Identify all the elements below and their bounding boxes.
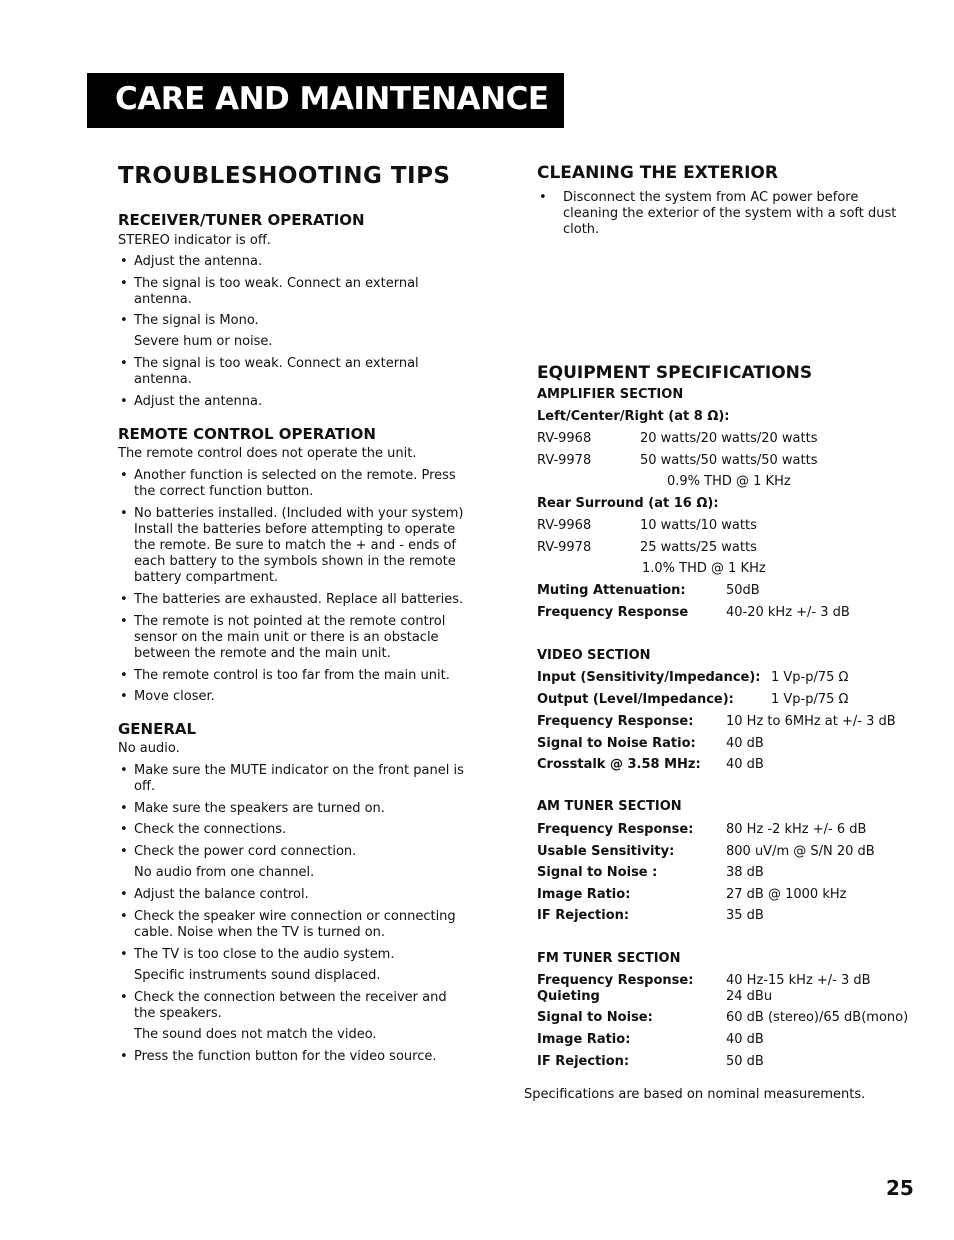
remote-list-5 (118, 668, 488, 684)
fm-sn-row (537, 1010, 909, 1025)
amp-muting-label: Muting Attenuation: (537, 583, 686, 598)
video-input-row (537, 670, 849, 685)
general-bullet-3: • Check the connections. (118, 822, 488, 838)
specs-footnote: Specifications are based on nominal measurements. (524, 1087, 866, 1102)
section-banner (87, 73, 564, 128)
general-bullet-5: • Adjust the balance control. (118, 887, 488, 903)
remote-bullet-1: • Another function is selected on the remote. Press the correct function button. (118, 468, 478, 500)
video-freq-value: 10 Hz to 6MHz at +/- 3 dB (726, 714, 896, 729)
receiver-list-1 (118, 254, 488, 270)
am-sens-label: Usable Sensitivity: (537, 844, 675, 859)
page-number: 25 (886, 1176, 914, 1200)
video-crosstalk-label: Crosstalk @ 3.58 MHz: (537, 757, 701, 772)
video-input-value: 1 Vp-p/75 Ω (771, 670, 849, 685)
video-snr-label: Signal to Noise Ratio: (537, 736, 696, 751)
fm-img-row (537, 1032, 764, 1047)
amp-freq-label: Frequency Response (537, 605, 689, 620)
remote-bullet-6: • Move closer. (118, 689, 488, 705)
receiver-heading: RECEIVER/TUNER OPERATION (118, 211, 365, 229)
receiver-bullet-1: • Adjust the antenna. (118, 254, 488, 270)
video-output-row (537, 692, 849, 707)
general-list-9 (118, 1049, 488, 1065)
remote-heading: REMOTE CONTROL OPERATION (118, 425, 376, 443)
general-bullet-1: • Make sure the MUTE indicator on the front panel is off. (118, 763, 478, 795)
amp-thd-1: 0.9% THD @ 1 KHz (667, 474, 791, 489)
receiver-list-3 (118, 313, 488, 329)
am-freq-label: Frequency Response: (537, 822, 694, 837)
amp-rear-label: Rear Surround (at 16 Ω): (537, 496, 719, 511)
am-freq-row (537, 822, 867, 837)
am-sens-row (537, 844, 875, 859)
am-heading: AM TUNER SECTION (537, 799, 682, 814)
general-list-8 (118, 990, 468, 1022)
general-list-7 (118, 947, 488, 963)
amp-heading: AMPLIFIER SECTION (537, 387, 684, 402)
video-crosstalk-row (537, 757, 764, 772)
general-list-1 (118, 763, 478, 795)
video-output-value: 1 Vp-p/75 Ω (771, 692, 849, 707)
remote-bullet-5: • The remote control is too far from the main unit. (118, 668, 488, 684)
amp-freq-value: 40-20 kHz +/- 3 dB (726, 605, 850, 620)
video-snr-value: 40 dB (726, 736, 764, 751)
fm-heading: FM TUNER SECTION (537, 951, 681, 966)
amp-value-4: 25 watts/25 watts (640, 540, 757, 555)
video-freq-row (537, 714, 896, 729)
fm-if-label: IF Rejection: (537, 1054, 630, 1069)
receiver-bullet-4: • The signal is too weak. Connect an external antenna. (118, 356, 438, 388)
fm-sn-label: Signal to Noise: (537, 1010, 653, 1025)
fm-if-row (537, 1054, 764, 1069)
receiver-bullet-5: • Adjust the antenna. (118, 394, 488, 410)
amp-freq-row (537, 605, 850, 620)
banner-title: CARE AND MAINTENANCE (115, 81, 549, 117)
amp-row-2 (537, 453, 818, 468)
receiver-symptom-2: Severe hum or noise. (134, 334, 273, 349)
general-bullet-8: • Check the connection between the receiver and the speakers. (118, 990, 468, 1022)
fm-quiet-value: 24 dBu (726, 989, 773, 1004)
general-list-6 (118, 909, 478, 941)
general-list-5 (118, 887, 488, 903)
cleaning-title: CLEANING THE EXTERIOR (537, 163, 778, 183)
amp-muting-value: 50dB (726, 583, 760, 598)
general-symptom-3: Specific instruments sound displaced. (134, 968, 381, 983)
receiver-bullet-2: • The signal is too weak. Connect an external antenna. (118, 276, 438, 308)
remote-list-3 (118, 592, 488, 608)
receiver-intro: STEREO indicator is off. (118, 233, 271, 248)
receiver-list-5 (118, 394, 488, 410)
am-sens-value: 800 uV/m @ S/N 20 dB (726, 844, 875, 859)
amp-row-4 (537, 540, 757, 555)
amp-value-1: 20 watts/20 watts/20 watts (640, 431, 818, 446)
fm-img-value: 40 dB (726, 1032, 764, 1047)
general-list-3 (118, 822, 488, 838)
amp-value-2: 50 watts/50 watts/50 watts (640, 453, 818, 468)
general-heading: GENERAL (118, 720, 197, 738)
am-if-value: 35 dB (726, 908, 764, 923)
general-bullet-6: • Check the speaker wire connection or connecting cable. Noise when the TV is turned on. (118, 909, 478, 941)
am-if-label: IF Rejection: (537, 908, 630, 923)
video-output-label: Output (Level/Impedance): (537, 692, 734, 707)
specs-title: EQUIPMENT SPECIFICATIONS (537, 363, 813, 383)
remote-list-2 (118, 506, 480, 586)
cleaning-bullet-1: • Disconnect the system from AC power before cleaning the exterior of the system with a soft dust cloth. (537, 190, 917, 238)
fm-freq-value: 40 Hz-15 kHz +/- 3 dB (726, 973, 871, 988)
fm-freq-row (537, 973, 871, 988)
am-sn-label: Signal to Noise : (537, 865, 658, 880)
am-img-value: 27 dB @ 1000 kHz (726, 887, 847, 902)
general-intro: No audio. (118, 741, 180, 756)
fm-quiet-label: Quieting (537, 989, 600, 1004)
receiver-list-2 (118, 276, 438, 308)
amp-row-3 (537, 518, 757, 533)
video-freq-label: Frequency Response: (537, 714, 694, 729)
amp-thd-2: 1.0% THD @ 1 KHz (642, 561, 766, 576)
general-bullet-9: • Press the function button for the video source. (118, 1049, 488, 1065)
remote-list-6 (118, 689, 488, 705)
video-crosstalk-value: 40 dB (726, 757, 764, 772)
am-img-label: Image Ratio: (537, 887, 631, 902)
am-img-row (537, 887, 847, 902)
general-symptom-4: The sound does not match the video. (134, 1027, 377, 1042)
amp-row-1 (537, 431, 818, 446)
fm-quiet-row (537, 989, 773, 1004)
receiver-list-4 (118, 356, 438, 388)
remote-intro: The remote control does not operate the unit. (118, 446, 417, 461)
video-heading: VIDEO SECTION (537, 648, 651, 663)
amp-model-1: RV-9968 (537, 431, 592, 446)
amp-front-label: Left/Center/Right (at 8 Ω): (537, 409, 730, 424)
remote-list-1 (118, 468, 478, 500)
general-list-2 (118, 801, 488, 817)
amp-muting-row (537, 583, 760, 598)
troubleshooting-title: TROUBLESHOOTING TIPS (118, 163, 451, 189)
remote-bullet-3: • The batteries are exhausted. Replace all batteries. (118, 592, 488, 608)
fm-if-value: 50 dB (726, 1054, 764, 1069)
receiver-bullet-3: • The signal is Mono. (118, 313, 488, 329)
video-input-label: Input (Sensitivity/Impedance): (537, 670, 761, 685)
cleaning-list (537, 190, 917, 238)
general-bullet-7: • The TV is too close to the audio system. (118, 947, 488, 963)
am-sn-value: 38 dB (726, 865, 764, 880)
remote-list-4 (118, 614, 478, 662)
amp-model-2: RV-9978 (537, 453, 592, 468)
general-bullet-2: • Make sure the speakers are turned on. (118, 801, 488, 817)
fm-img-label: Image Ratio: (537, 1032, 631, 1047)
am-freq-value: 80 Hz -2 kHz +/- 6 dB (726, 822, 867, 837)
amp-model-3: RV-9968 (537, 518, 592, 533)
general-bullet-4: • Check the power cord connection. (118, 844, 488, 860)
amp-model-4: RV-9978 (537, 540, 592, 555)
remote-bullet-2: • No batteries installed. (Included with your system) Install the batteries before attempting to operate the remote. Be sure to match the + and - ends of each battery to the symbols shown in the remote battery compartment. (118, 506, 480, 586)
general-symptom-2: No audio from one channel. (134, 865, 315, 880)
video-snr-row (537, 736, 764, 751)
remote-bullet-4: • The remote is not pointed at the remote control sensor on the main unit or there is an obstacle between the remote and the main unit. (118, 614, 478, 662)
am-if-row (537, 908, 764, 923)
fm-sn-value: 60 dB (stereo)/65 dB(mono) (726, 1010, 909, 1025)
am-sn-row (537, 865, 764, 880)
amp-value-3: 10 watts/10 watts (640, 518, 757, 533)
fm-freq-label: Frequency Response: (537, 973, 694, 988)
general-list-4 (118, 844, 488, 860)
